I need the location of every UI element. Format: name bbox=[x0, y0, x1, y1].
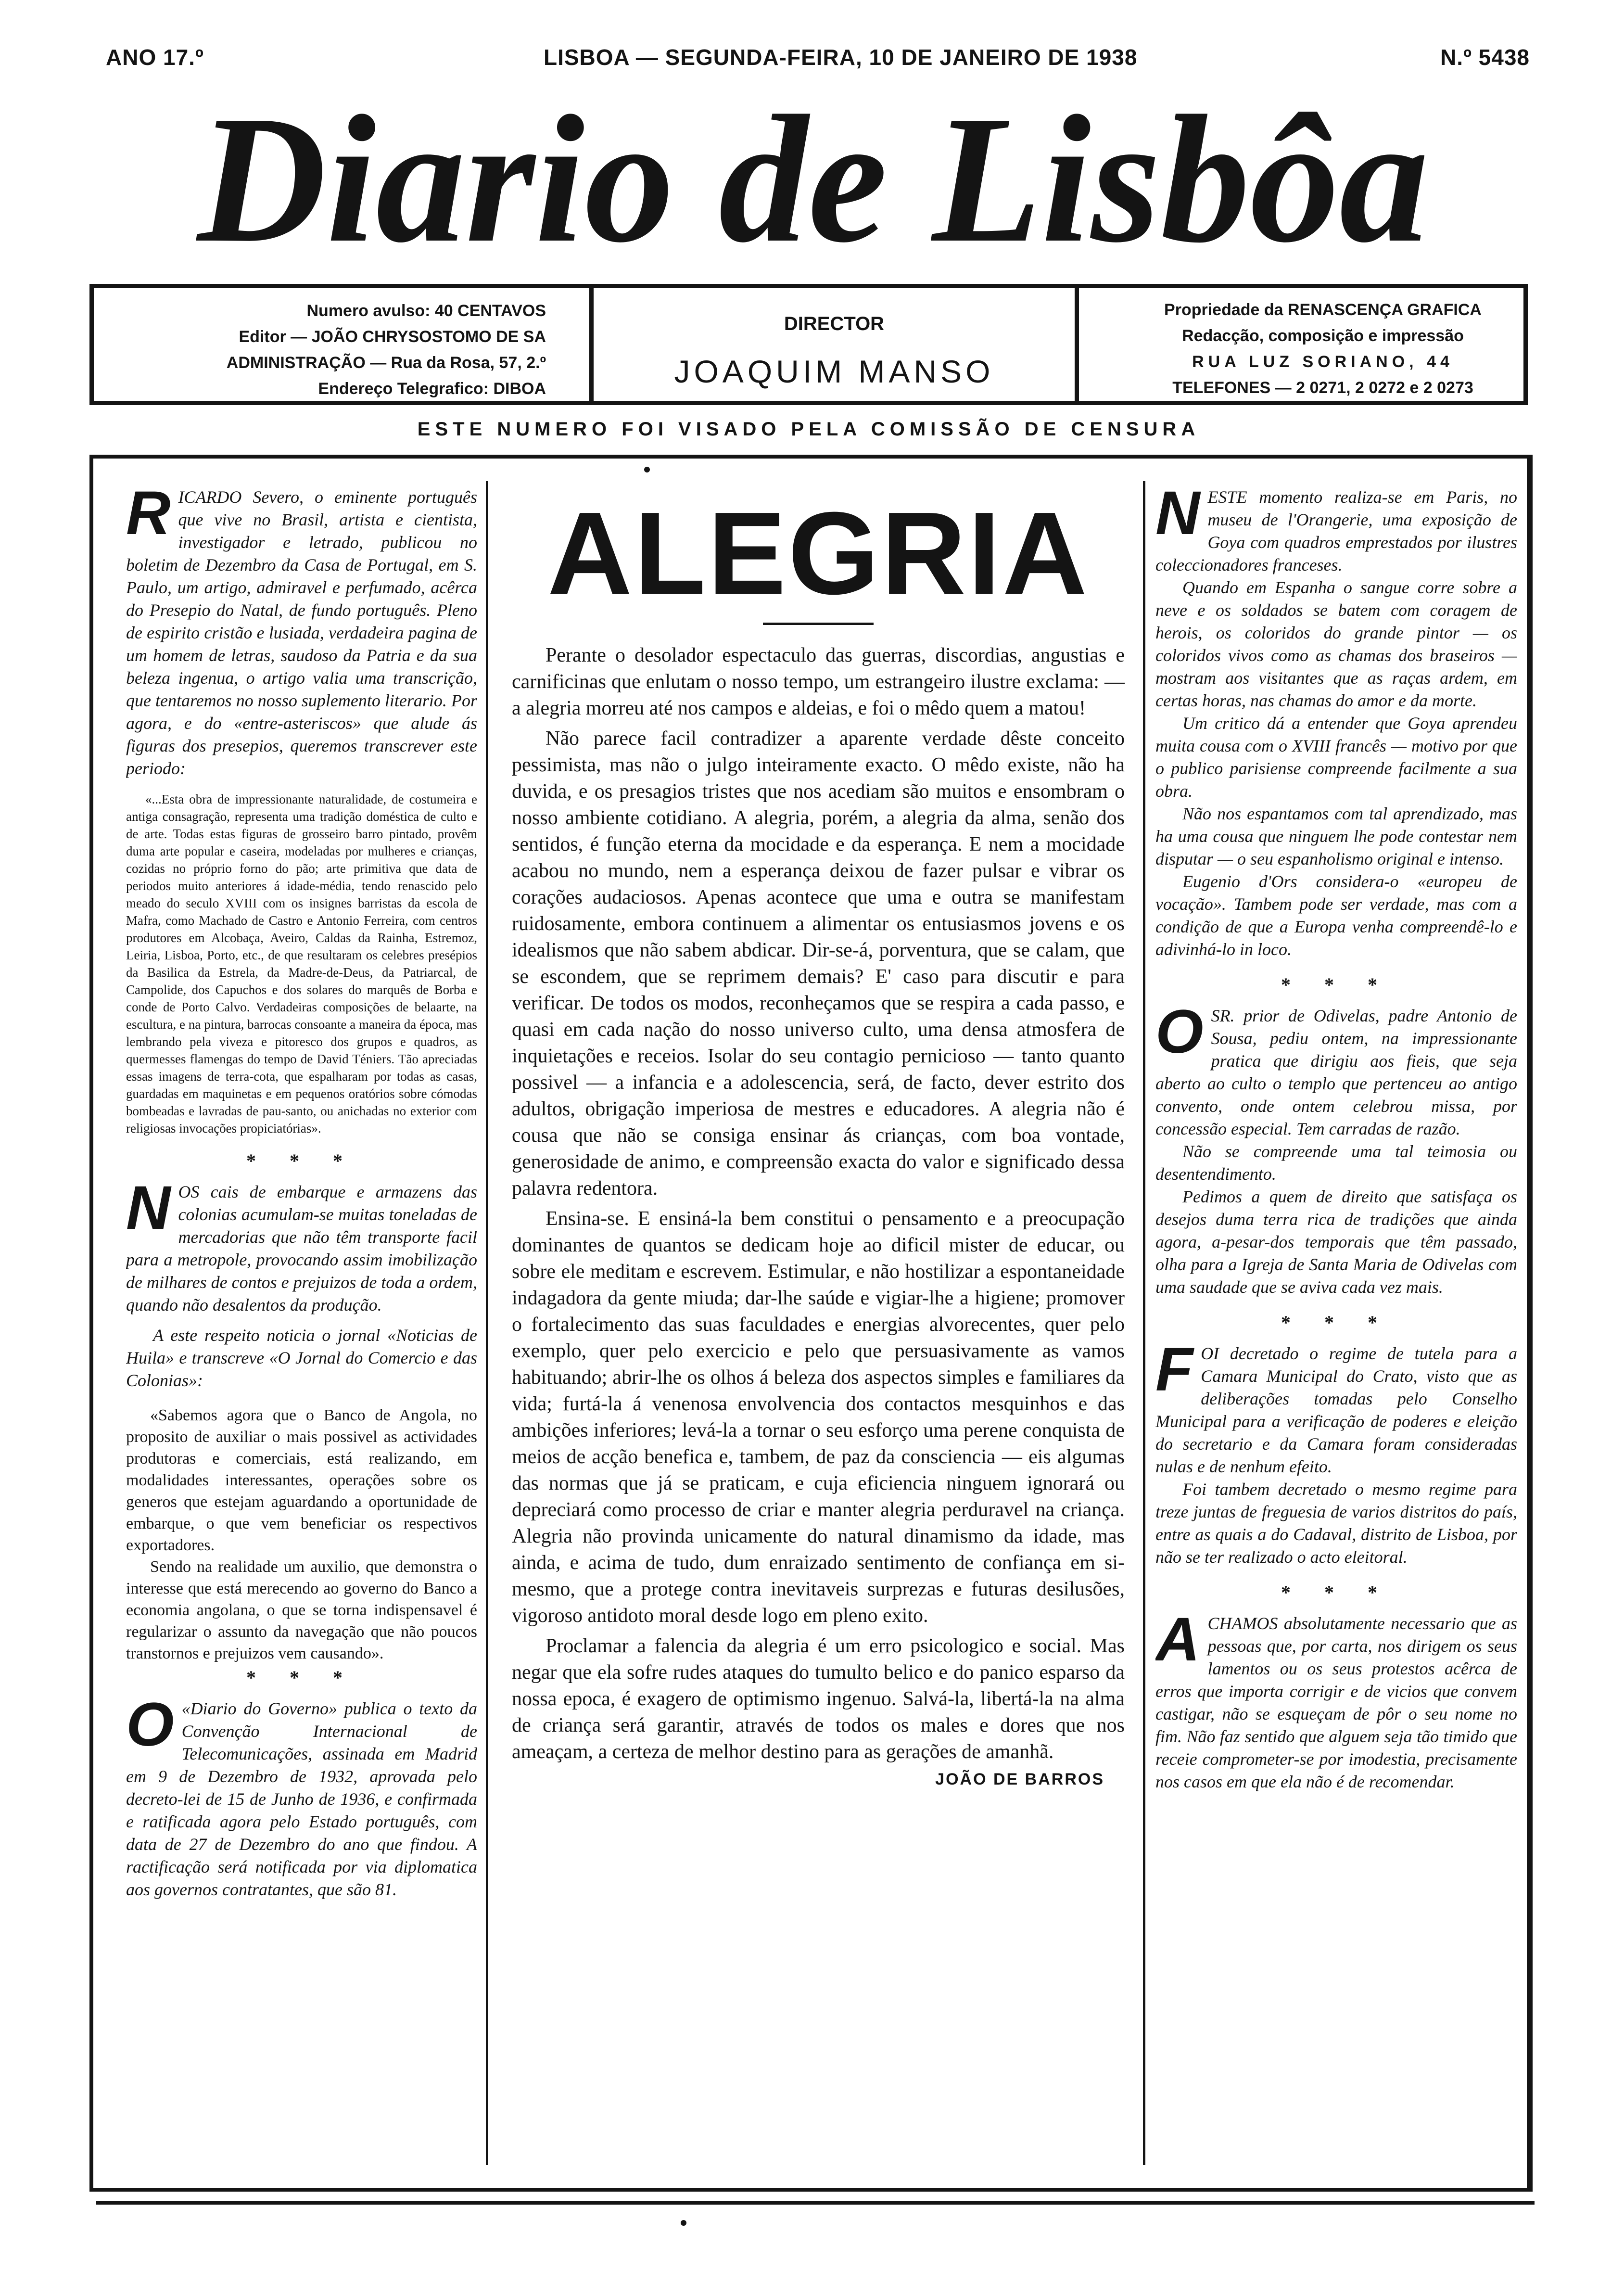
article-severo bbox=[126, 486, 477, 780]
ornament-dot bbox=[644, 467, 650, 472]
quote-paragraph: «Sabemos agora que o Banco de Angola, no proposito de auxiliar o mais possivel as actividades produtoras e comerciais, está realizando, em modalidades interessantes, operações sobre os generos que estejam aguardando a oportunidade de embarque, o que vem beneficiar os respectivos exportadores. bbox=[126, 1406, 477, 1554]
director-name: JOAQUIM MANSO bbox=[674, 354, 994, 389]
article-text: OI decretado o regime de tutela para a Camara Municipal do Crato, visto que as deliberações tomadas pelo Conselho Municipal para a verificação de poderes e eleição do secretario e da Camara foram consideradas nulas e de nenhum efeito. bbox=[1155, 1344, 1517, 1476]
article-text: A este respeito noticia o jornal «Noticias de Huila» e transcreve «O Jornal do Comercio e das Colonias»: bbox=[126, 1326, 477, 1390]
drop-cap: R bbox=[126, 486, 171, 548]
section-separator: * * * bbox=[1281, 1312, 1392, 1333]
article-text: Um critico dá a entender que Goya aprendeu muita cousa com o XVIII francês — motivo por que o publico parisiense compreende facilmente a sua obra. bbox=[1155, 714, 1517, 801]
issue-number: N.º 5438 bbox=[1440, 45, 1530, 70]
price-line: Numero avulso: 40 CENTAVOS bbox=[306, 302, 546, 320]
censor-notice: ESTE NUMERO FOI VISADO PELA COMISSÃO DE CENSURA bbox=[417, 419, 1200, 440]
byline: JOÃO DE BARROS bbox=[935, 1770, 1104, 1788]
article-text: «Diario do Governo» publica o texto da Convenção Internacional de Telecomunicações, assinada em Madrid em 9 de Dezembro de 1932, aprovada pelo decreto-lei de 15 de Junho de 1936, e confirmada e ratificada agora pelo Estado português, com data de 27 de Dezembro do ano que findou. A ractificação será notificada por via diplomatica aos governos contratantes, que são 81. bbox=[126, 1699, 477, 1899]
director-label: DIRECTOR bbox=[784, 313, 885, 334]
article-text: Não se compreende uma tal teimosia ou desentendimento. bbox=[1155, 1142, 1517, 1184]
article-cartas bbox=[1155, 1605, 1517, 1793]
section-separator: * * * bbox=[246, 1667, 357, 1688]
article-text: OS cais de embarque e armazens das colonias acumulam-se muitas toneladas de mercadorias que não têm transporte facil para a metropole, provocando assim imobilização de milhares de contos e prejuizos de toda a ordem, quando não desalentos da produção. bbox=[126, 1182, 477, 1314]
article-text: Foi tambem decretado o mesmo regime para treze juntas de freguesia de varios distritos do país, entre as quais a do Cadaval, distrito de Lisboa, por não se ter realizado o acto eleitoral. bbox=[1155, 1480, 1517, 1567]
owner-line: Propriedade da RENASCENÇA GRAFICA bbox=[1164, 301, 1482, 319]
bottom-rule bbox=[96, 2201, 1535, 2205]
drop-cap: O bbox=[126, 1690, 174, 1759]
article-text: Eugenio d'Ors considera-o «europeu de vocação». Tambem pode ser verdade, mas com a condição de que a Europa venha compreendê-lo e adivinhá-lo in loco. bbox=[1155, 872, 1517, 959]
masthead bbox=[183, 82, 1443, 284]
article-odivelas bbox=[1155, 997, 1517, 1299]
article-crato bbox=[1155, 1335, 1517, 1569]
info-box-director bbox=[589, 288, 1079, 401]
left-column bbox=[126, 486, 477, 2184]
article-text: Pedimos a quem de direito que satisfaça os desejos duma terra rica de tradições que ainda agora, a-pesar-dos temporais que têm passado, olha para a Igreja de Santa Maria de Odivelas com uma saudade que se aviva cada vez mais. bbox=[1155, 1187, 1517, 1297]
section-separator: * * * bbox=[1281, 974, 1392, 995]
article-title: ALEGRIA bbox=[547, 487, 1089, 619]
editor-line: Editor — JOÃO CHRYSOSTOMO DE SA bbox=[239, 328, 546, 346]
administration-line: ADMINISTRAÇÃO — Rua da Rosa, 57, 2.º bbox=[226, 354, 546, 372]
center-column bbox=[498, 481, 1138, 2184]
section-separator: * * * bbox=[1281, 1582, 1392, 1603]
column-rule bbox=[1143, 481, 1145, 2165]
drop-cap: O bbox=[1155, 997, 1204, 1066]
presepio-quote: «...Esta obra de impressionante naturalidade, de costumeira e antiga consagração, representa uma tradição doméstica de culto e de arte. Todas estas figuras de grosseiro barro pintado, provêm duma arte popular e caseira, modeladas por mulheres e crianças, cozidas no próprio forno do pão; arte primitiva que data de periodos muito anteriores á idade-média, tendo renascido pelo meado do seculo XVIII com os insignes barristas da escola de Mafra, como Machado de Castro e Antonio Ferreira, com centros produtores em Alcobaça, Aveiro, Caldas da Rainha, Estremoz, Leiria, Lisboa, Porto, etc., de que resultaram os celebres presépios da Basilica da Estrela, da Madre-de-Deus, da Patriarcal, de Campolide, dos Capuchos e dos solares do marquês de Borba e conde de Porto Calvo. Verdadeiras composições de belaarte, na escultura, e na pintura, barrocas consoante a maneira da época, mas lembrando pela viveza e pitoresco dos grupos e quadros, as quermesses flamengas do tempo de David Téniers. Tão apreciadas essas imagens de terra-cota, que espalharam por todas as casas, guardadas em maquinetas e em pequenos oratórios sobre cómodas bombeadas e lavradas de pau-santo, ou anichadas no exterior com religiosas invocações propiciatórias». bbox=[126, 792, 477, 1136]
column-rule bbox=[486, 481, 488, 2165]
article-text: Não nos espantamos com tal aprendizado, mas ha uma cousa que ninguem lhe pode contestar nem disputar — o seu espanholismo original e intenso. bbox=[1155, 804, 1517, 868]
editorial-line: Redacção, composição e impressão bbox=[1182, 327, 1464, 345]
article-text: CHAMOS absolutamente necessario que as pessoas que, por carta, nos dirigem os seus lamentos ou os seus protestos acêrca de erros que importa corrigir e de vicios que convem castigar, não se esqueçam de pôr o seu nome no fim. Não faz sentido que alguem seja tão timido que receie comprometer-se por imodestia, precisamente nos casos em que ela não é de recomendar. bbox=[1155, 1614, 1517, 1791]
masthead-logo bbox=[183, 82, 1443, 284]
telegraphic-address-line: Endereço Telegrafico: DIBOA bbox=[318, 380, 546, 398]
masthead-title: Diario de Lisbôa bbox=[194, 82, 1429, 281]
article-alegria bbox=[498, 642, 1138, 1765]
article-text: ICARDO Severo, o eminente português que vive no Brasil, artista e cientista, investigador e letrado, publicou no boletim de Dezembro da Casa de Portugal, em S. Paulo, um artigo, admiravel e perfumado, acêrca do Presepio do Natal, de fundo português. Pleno de espirito cristão e lusiada, verdadeira pagina de um homem de letras, saudoso da Patria e da sua beleza ingenua, o artigo valia uma transcrição, que tentaremos no nosso suplemento literario. Por agora, e do «entre-asteriscos» que alude ás figuras dos presepios, queremos transcrever este periodo: bbox=[126, 487, 477, 778]
place-date: LISBOA — SEGUNDA-FEIRA, 10 DE JANEIRO DE 1938 bbox=[544, 45, 1138, 70]
quote-paragraph: Sendo na realidade um auxilio, que demonstra o interesse que está merecendo ao governo do Banco a economia angolana, o que se torna indispensavel é regularizar o assunto da navegação que não poucos transtornos e prejuizos vem causando». bbox=[126, 1558, 477, 1662]
section-separator: * * * bbox=[246, 1150, 357, 1172]
issue-year: ANO 17.º bbox=[106, 45, 204, 70]
ornament-dot bbox=[681, 2220, 686, 2226]
article-convencao bbox=[126, 1690, 477, 1901]
top-line bbox=[87, 44, 1539, 73]
article-colonias bbox=[126, 1174, 477, 1392]
article-paragraph: Não parece facil contradizer a aparente verdade dêste conceito pessimista, mas não o julgo inteiramente exacto. O mêdo existe, não ha duvida, e os presagios tristes que nos acediam são muitos e ensombram o nosso ambiente cotidiano. A alegria, porém, a alegria da alma, senão dos sentidos, é função eterna da mocidade e da esperança. E nem a mocidade acabou no mundo, nem a esperança deixou de fazer pulsar e vibrar os corações audaciosos. Apenas acontece que uma e outra se manifestam ruidosamente, embora continuem a alimentar os entusiasmos jovens e os idealismos que não sabem abdicar. Dir-se-á, porventura, que se calam, que se escondem, que se reprimem demais? E' caso para discutir e para verificar. De todos os modos, reconheçamos que se respira a cada passo, e quasi em cada nação do nosso universo culto, uma densa atmosfera de inquietações e receios. Isolar do seu contagio pernicioso — tanto quanto possivel — a infancia e a adolescencia, será, de facto, dever estrito dos adultos, obrigação imperiosa de mestres e educadores. A alegria não é cousa que não se consiga ensinar ás crianças, com boa vontade, generosidade de animo, e compreensão exacta do valor e significado dessa palavra redentora. bbox=[512, 727, 1125, 1199]
title-rule bbox=[763, 623, 874, 625]
article-goya bbox=[1155, 486, 1517, 961]
article-paragraph: Ensina-se. E ensiná-la bem constitui o pensamento e a preocupação dominantes de quantos se dedicam hoje ao dificil mister de educar, ou sobre ele meditam e escrevem. Estimular, e não hostilizar a espontaneidade indagadora da gente miuda; dar-lhe saúde e vigiar-lhe a higiene; promover o fortalecimento das suas faculdades e energias alvorecentes, quer pelo exemplo, quer pelo exercicio e pelo que persuasivamente as vamos habituando; abrir-lhe os olhos á beleza dos aspectos simples e familiares da vida; furtá-la á venenosa envolvencia dos contactos mesquinhos e das ambições inferiores; levá-la a tornar o seu esforço uma perene conquista de meios de acção benefica e, tambem, de paz da consciencia — eis algumas das normas que já se praticam, e cuja eficiencia ninguem ignorará ou depreciará como processo de criar e manter alegria perduravel na criança. Alegria não provinda unicamente do natural dinamismo da idade, mas ainda, e acima de tudo, dum enraizado sentimento de confiança em si-mesmo, que a protege contra inevitaveis surprezas e futuras desilusões, vigoroso antidoto moral desde logo em pleno exito. bbox=[512, 1208, 1125, 1627]
article-paragraph: Perante o desolador espectaculo das guerras, discordias, angustias e carnificinas que enlutam o nosso tempo, um estrangeiro ilustre exclama: — a alegria morreu até nos campos e aldeias, e foi o mêdo quem a matou! bbox=[512, 644, 1125, 719]
article-paragraph: Proclamar a falencia da alegria é um erro psicologico e social. Mas negar que ela sofre rudes ataques do tumulto belico e do panico esparso da nossa epoca, é exagero de optimismo ingenuo. Salvá-la, libertá-la na alma de criança será garantir, através de todos os males e dores que nos ameaçam, a certeza de melhor destino para as gerações de amanhã. bbox=[512, 1635, 1125, 1763]
drop-cap: A bbox=[1155, 1605, 1200, 1674]
banco-angola-quote bbox=[126, 1404, 477, 1664]
right-column bbox=[1155, 486, 1517, 2184]
info-box-right bbox=[1085, 288, 1532, 401]
info-box bbox=[89, 284, 1528, 405]
phones-line: TELEFONES — 2 0271, 2 0272 e 2 0273 bbox=[1172, 379, 1473, 397]
article-text: Quando em Espanha o sangue corre sobre a neve e os soldados se batem com coragem de herois, os coloridos do grande pintor — os coloridos vivos como as chamas dos braseiros — mostram aos visitantes que as raças ardem, em certas horas, nas chamas do amor e da morte. bbox=[1155, 578, 1517, 710]
article-text: SR. prior de Odivelas, padre Antonio de Sousa, pediu ontem, na impressionante pratica que dirigiu aos fieis, que seja aberto ao culto o templo que pertenceu ao antigo convento, onde ontem celebrou missa, por concessão especial. Tem carradas de razão. bbox=[1155, 1006, 1517, 1138]
info-box-left bbox=[94, 288, 570, 401]
drop-cap: N bbox=[126, 1174, 171, 1242]
drop-cap: F bbox=[1155, 1335, 1193, 1404]
drop-cap: N bbox=[1155, 486, 1200, 548]
article-text: ESTE momento realiza-se em Paris, no museu de l'Orangerie, uma exposição de Goya com quadros emprestados por ilustres coleccionadores franceses. bbox=[1155, 487, 1517, 574]
address-line: RUA LUZ SORIANO, 44 bbox=[1192, 353, 1454, 371]
